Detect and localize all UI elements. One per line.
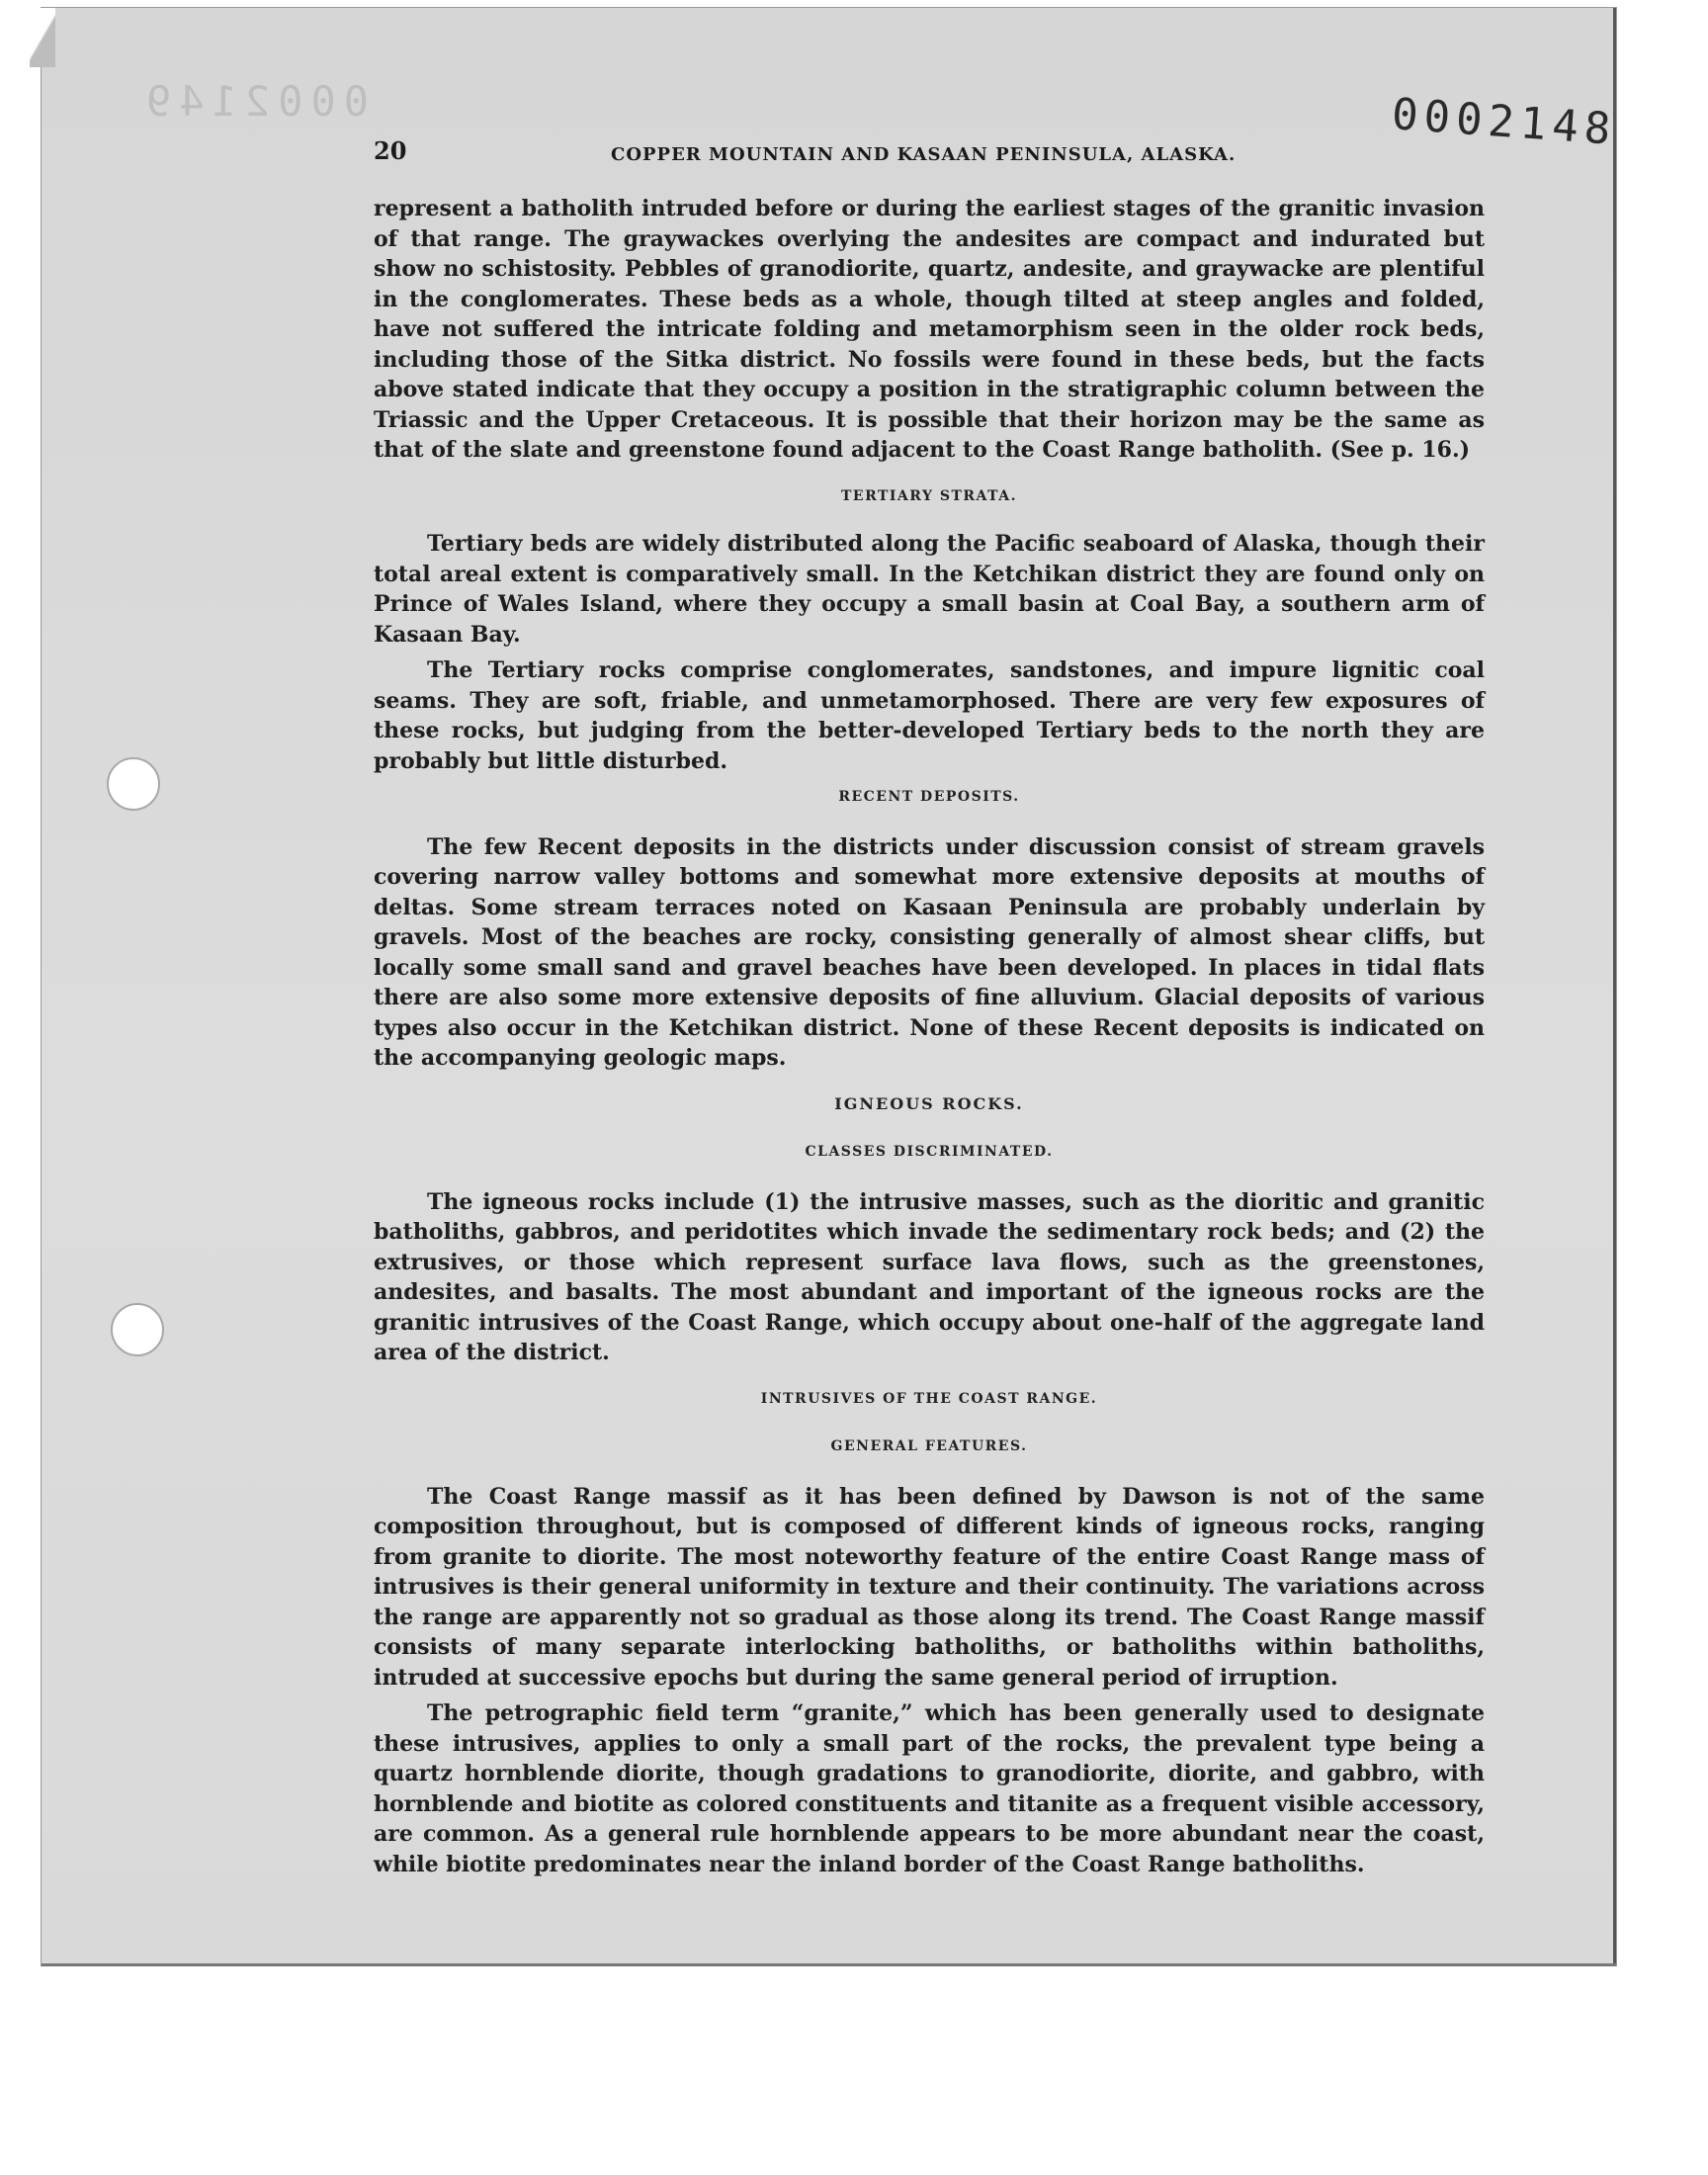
page-number: 20 xyxy=(374,136,407,165)
paragraph: The few Recent deposits in the districts under discussion consist of stream gravels covering narrow valley bottoms and somewhat more extensive deposits at mouths of deltas. Some stream terraces noted on Kasaan Peninsula are probably underlain by gravels. Most of the beaches are rocky, consisting generally of almost shear cliffs, but locally some small sand and gravel beaches have been developed. In places in tidal flats there are also some more extensive deposits of fine alluvium. Glacial deposits of various types also occur in the Ketchikan district. None of these Recent deposits is indicated on the accompanying geologic maps. xyxy=(374,833,1485,1071)
heading-tertiary-strata: TERTIARY STRATA. xyxy=(840,487,1018,504)
bleed-through-stamp: 0002149 xyxy=(138,77,370,126)
heading-classes-discriminated: CLASSES DISCRIMINATED. xyxy=(805,1144,1054,1160)
paragraph: The Coast Range massif as it has been defined by Dawson is not of the same composition throughout, but is composed of different kinds of igneous rocks, ranging from granite to diorite. The most noteworthy feature of the entire Coast Range mass of intrusives is their general uniformity in texture and their continuity. The variations across the range are apparently not so gradual as those along its trend. The Coast Range massif consists of many separate interlocking batholiths, or batholiths within batholiths, intruded at successive epochs but during the same general period of irruption. xyxy=(374,1483,1485,1691)
heading-intrusives-coast-range: INTRUSIVES OF THE COAST RANGE. xyxy=(760,1390,1098,1407)
page-bottom-edge xyxy=(42,1963,1616,1966)
punch-hole xyxy=(111,1303,164,1356)
folded-corner xyxy=(30,8,55,67)
running-head: COPPER MOUNTAIN AND KASAAN PENINSULA, ALASKA. xyxy=(611,144,1237,165)
paragraph: The igneous rocks include (1) the intrusive masses, such as the dioritic and granitic batholiths, gabbros, and peridotites which invade the sedimentary rock beds; and (2) the extrusives, or those which represent surface lava flows, such as the greenstones, andesites, and basalts. The most abundant and important of the igneous rocks are the granitic intrusives of the Coast Range, which occupy about one-half of the aggregate land area of the district. xyxy=(374,1188,1485,1365)
paragraph: The petrographic field term “granite,” which has been generally used to designate these intrusives, applies to only a small part of the rocks, the prevalent type being a quartz hornblende diorite, though gradations to granodiorite, diorite, and gabbro, with hornblende and biotite as colored constituents and titanite as a frequent visible accessory, are common. As a general rule hornblende appears to be more abundant near the coast, while biotite predominates near the inland border of the Coast Range batholiths. xyxy=(374,1700,1485,1877)
paragraph: represent a batholith intruded before or during the earliest stages of the granitic invasion of that range. The graywackes overlying the andesites are compact and indurated but show no schistosity. Pebbles of granodiorite, quartz, andesite, and graywacke are plentiful in the conglomerates. These beds as a whole, though tilted at steep angles and folded, have not suffered the intricate folding and metamorphism seen in the older rock beds, including those of the Sitka district. No fossils were found in these beds, but the facts above stated indicate that they occupy a position in the stratigraphic column between the Triassic and the Upper Cretaceous. It is possible that their horizon may be the same as that of the slate and greenstone found adjacent to the Coast Range batholith. (See p. 16.) xyxy=(374,196,1485,463)
heading-igneous-rocks: IGNEOUS ROCKS. xyxy=(834,1093,1024,1113)
paragraph: Tertiary beds are widely distributed along the Pacific seaboard of Alaska, though their total areal extent is comparatively small. In the Ketchikan district they are found only on Prince of Wales Island, where they occupy a small basin at Coal Bay, a southern arm of Kasaan Bay. xyxy=(374,531,1485,648)
punch-hole xyxy=(107,757,160,811)
heading-recent-deposits: RECENT DEPOSITS. xyxy=(838,789,1020,805)
document-number-stamp: 0002148 xyxy=(1390,89,1618,155)
body-text xyxy=(374,194,1485,1885)
heading-general-features: GENERAL FEATURES. xyxy=(830,1438,1028,1454)
paragraph: The Tertiary rocks comprise conglomerates, sandstones, and impure lignitic coal seams. They are soft, friable, and unmetamorphosed. There are very few exposures of these rocks, but judging from the better-developed Tertiary beds to the north they are probably but little disturbed. xyxy=(374,657,1485,774)
